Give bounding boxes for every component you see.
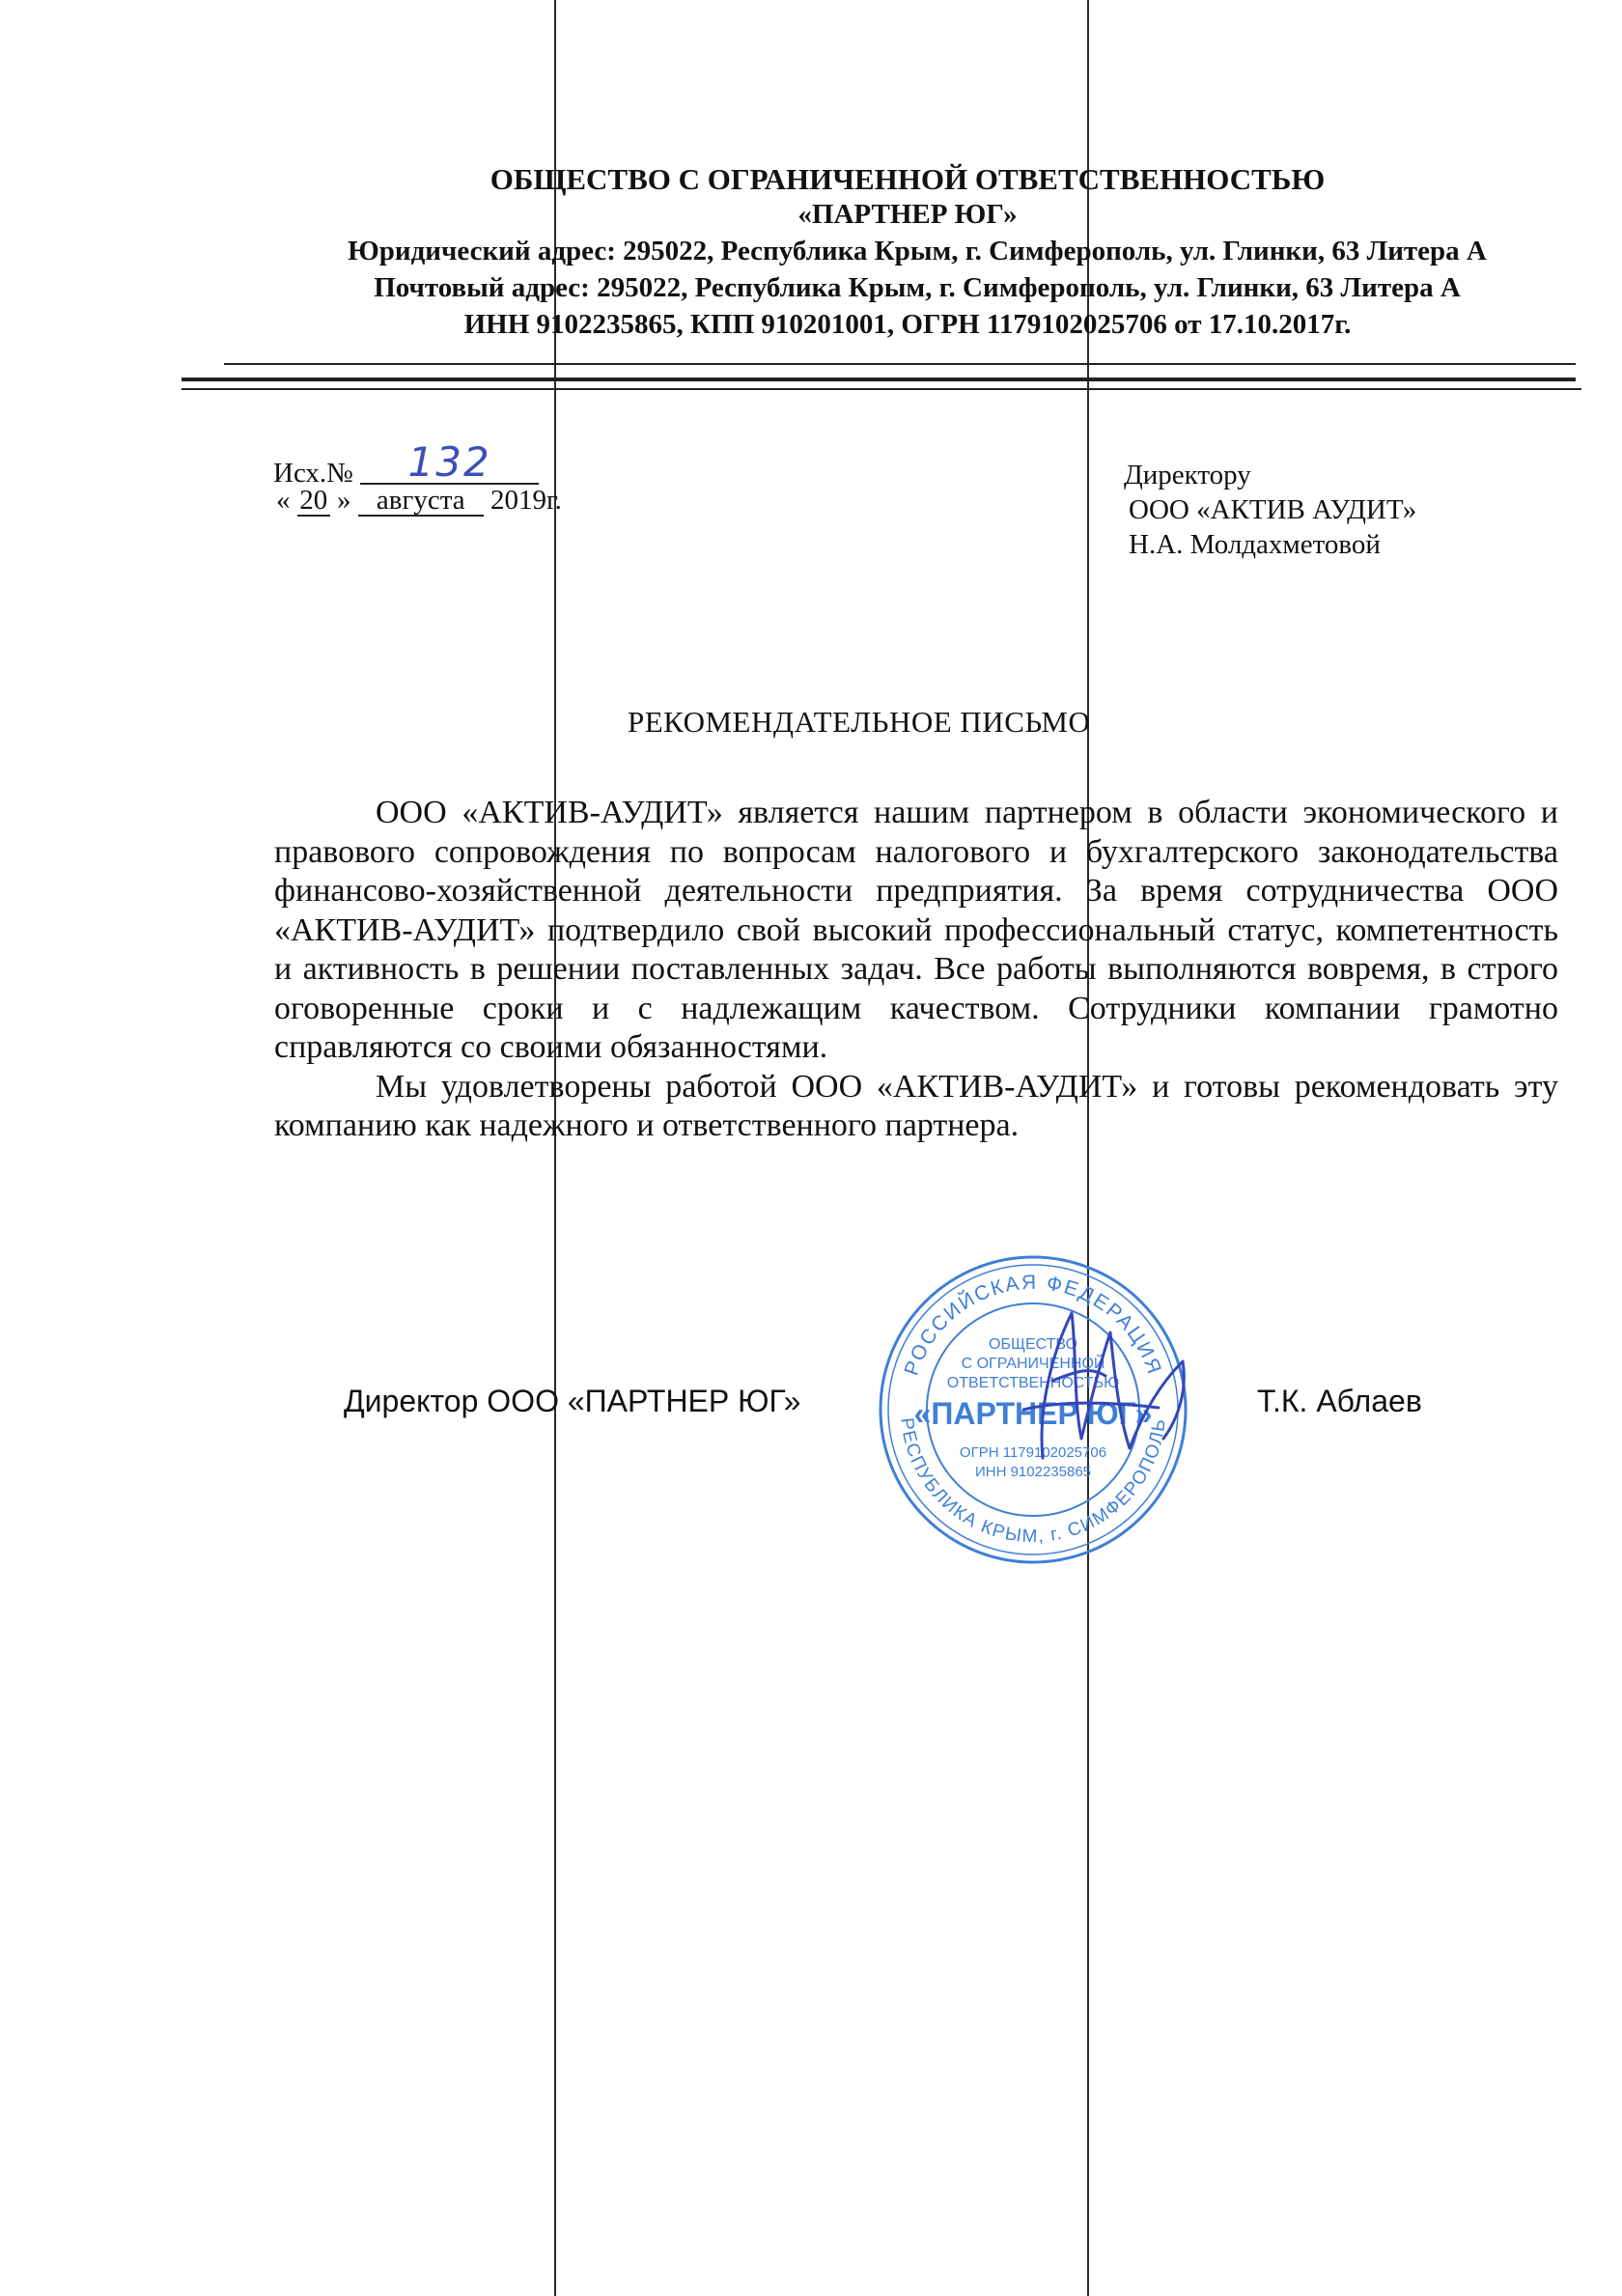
legal-address: Юридический адрес: 295022, Республика Крым, г. Симферополь, ул. Глинки, 63 Литера А	[348, 236, 1487, 266]
header-rule-thin-top	[224, 363, 1576, 365]
outgoing-number-handwritten: 132	[407, 438, 491, 486]
addressee-name: Н.А. Молдахметовой	[1129, 529, 1381, 560]
outgoing-number-field	[360, 438, 539, 486]
addressee-block	[1117, 458, 1416, 562]
stamp-inn: ИНН 9102235865	[974, 1464, 1092, 1480]
body-paragraph-2: Мы удовлетворены работой ООО «АКТИВ-АУДИТ» и готовы рекомендовать эту компанию как надежного и ответственного партнера.	[274, 1068, 1558, 1143]
body-paragraph-1: ООО «АКТИВ-АУДИТ» является нашим партнером в области экономического и правового сопровождения по вопросам налогового и бухгалтерского законодательства финансово-хозяйственной деятельности предприятия. За время сотрудничества ООО «АКТИВ-АУДИТ» подтвердило свой высокий профессиональный статус, компетентность и активность в решении поставленных задач. Все работы выполняются вовремя, в строго оговоренные сроки и с надлежащим качеством. Сотрудники компании грамотно справляются со своими обязанностями.	[274, 795, 1558, 1065]
postal-address: Почтовый адрес: 295022, Республика Крым, г. Симферополь, ул. Глинки, 63 Литера А	[374, 272, 1461, 303]
stamp-ogrn: ОГРН 1179102025706	[959, 1444, 1107, 1461]
signatory-name: Т.К. Аблаев	[1257, 1384, 1422, 1418]
signatory-position: Директор ООО «ПАРТНЕР ЮГ»	[344, 1384, 801, 1418]
stamp-inner-line-2: С ОГРАНИЧЕННОЙ	[961, 1356, 1105, 1372]
company-brand: «ПАРТНЕР ЮГ»	[797, 199, 1018, 230]
outgoing-number-label: Исх.№	[273, 458, 353, 489]
company-name: ОБЩЕСТВО С ОГРАНИЧЕННОЙ ОТВЕТСТВЕННОСТЬЮ	[489, 162, 1326, 196]
letter-body	[274, 794, 1558, 1146]
scan-line-right	[1087, 0, 1089, 2296]
header-rule-thick	[182, 378, 1576, 381]
date-close-quote: »	[337, 485, 351, 516]
addressee-company: ООО «АКТИВ АУДИТ»	[1129, 494, 1417, 525]
addressee-position: Директору	[1124, 460, 1251, 490]
stamp-outer-top-text: РОССИЙСКАЯ ФЕДЕРАЦИЯ	[900, 1271, 1166, 1379]
stamp-outer-bottom-text: РЕСПУБЛИКА КРЫМ, г. СИМФЕРОПОЛЬ	[896, 1416, 1170, 1548]
scan-line-left	[554, 0, 556, 2296]
letter-title: РЕКОМЕНДАТЕЛЬНОЕ ПИСЬМО	[628, 705, 1091, 739]
stamp-company-name: «ПАРТНЕР ЮГ»	[913, 1396, 1153, 1431]
outgoing-date	[276, 487, 562, 517]
header-rule-thin-bottom	[182, 388, 1581, 390]
stamp-inner-line-1: ОБЩЕСТВО	[989, 1336, 1077, 1353]
date-year: 2019г.	[490, 485, 562, 516]
stamp-inner-line-3: ОТВЕТСТВЕННОСТЬЮ	[946, 1375, 1120, 1391]
handwritten-signature	[985, 1294, 1216, 1487]
company-registration: ИНН 9102235865, КПП 910201001, ОГРН 1179102025706 от 17.10.2017г.	[463, 309, 1352, 340]
date-month: августа	[358, 487, 484, 517]
date-day: 20	[297, 487, 330, 517]
date-open-quote: «	[276, 485, 291, 516]
